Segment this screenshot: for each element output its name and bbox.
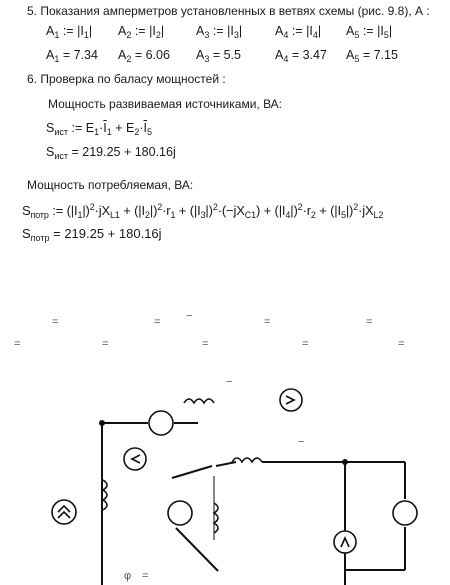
s-ist-definition: $S_{ист}$ := $E_1\cdot\overline{I}_1 + E_2\cdot\overline{I}_5$ <box>46 121 153 137</box>
stray-eq: = <box>264 316 271 328</box>
stray-eq: = <box>398 338 405 350</box>
stray-dash: − <box>298 436 305 448</box>
stray-eq: = <box>202 338 209 350</box>
stray-eq: = <box>302 338 309 350</box>
stray-eq: = <box>366 316 373 328</box>
stray-eq: = <box>52 316 59 328</box>
ammeter-icon <box>124 448 146 470</box>
wire-mid-diagonal <box>172 466 212 478</box>
def-a3: $A_3$ := $|I_3|$ <box>196 24 243 40</box>
section6-title: 6. Проверка по баласу мощностей : <box>27 72 226 86</box>
ammeter-icon <box>334 531 356 553</box>
wire-diagonal-lower <box>176 528 218 571</box>
node <box>99 420 105 426</box>
result-a5: $A_5 = 7.15$ <box>346 48 398 64</box>
node <box>342 459 348 465</box>
result-a4: $A_4 = 3.47$ <box>275 48 327 64</box>
inductor-icon <box>214 503 218 533</box>
source-circle-icon <box>393 501 417 525</box>
ammeter-icon <box>280 389 302 411</box>
stray-phi: φ <box>124 570 132 582</box>
s-ist-result: $S_{ист} = 219.25 + 180.16j$ <box>46 145 176 161</box>
stray-eq: = <box>142 570 149 582</box>
stray-dash: − <box>226 376 233 388</box>
s-potr-result: $S_{потр} = 219.25 + 180.16j$ <box>22 226 162 243</box>
def-a4: $A_4$ := $|I_4|$ <box>275 24 322 40</box>
s-potr-definition: $S_{потр}$ := $(|I_1|)^2\cdot jX_{L1} + (|I_2|)^2\cdot r_1 + (|I_3|)^2\cdot(-jX_{C1}) + (|I_4|)^2\cdot r_2 + (|I_5|)^2\cdot jX_{L2}$ <box>22 202 384 220</box>
result-a2: $A_2 = 6.06$ <box>118 48 170 64</box>
section5-title: 5. Показания амперметров установленных в ветвях схемы (рис. 9.8), А : <box>27 4 430 18</box>
def-a5: $A_5$ := $|I_5|$ <box>346 24 393 40</box>
stray-eq: = <box>154 316 161 328</box>
result-a3: $A_3 = 5.5$ <box>196 48 241 64</box>
inductor-icon <box>232 458 262 462</box>
source-power-label: Мощность развиваемая источниками, ВА: <box>48 97 283 111</box>
stray-eq: = <box>102 338 109 350</box>
wire-mid-2 <box>216 462 236 466</box>
consumed-power-label: Мощность потребляемая, ВА: <box>27 178 194 192</box>
source-circle-icon <box>149 411 173 435</box>
result-a1: $A_1 = 7.34$ <box>46 48 98 64</box>
inductor-icon <box>184 399 214 403</box>
circuit-schematic <box>0 365 450 585</box>
stray-dash: − <box>186 310 193 322</box>
def-a1: $A_1$ := $|I_1|$ <box>46 24 93 40</box>
stray-eq: = <box>14 338 21 350</box>
source-circle-icon <box>168 501 192 525</box>
inductor-icon <box>103 480 107 510</box>
def-a2: $A_2$ := $|I_2|$ <box>118 24 165 40</box>
